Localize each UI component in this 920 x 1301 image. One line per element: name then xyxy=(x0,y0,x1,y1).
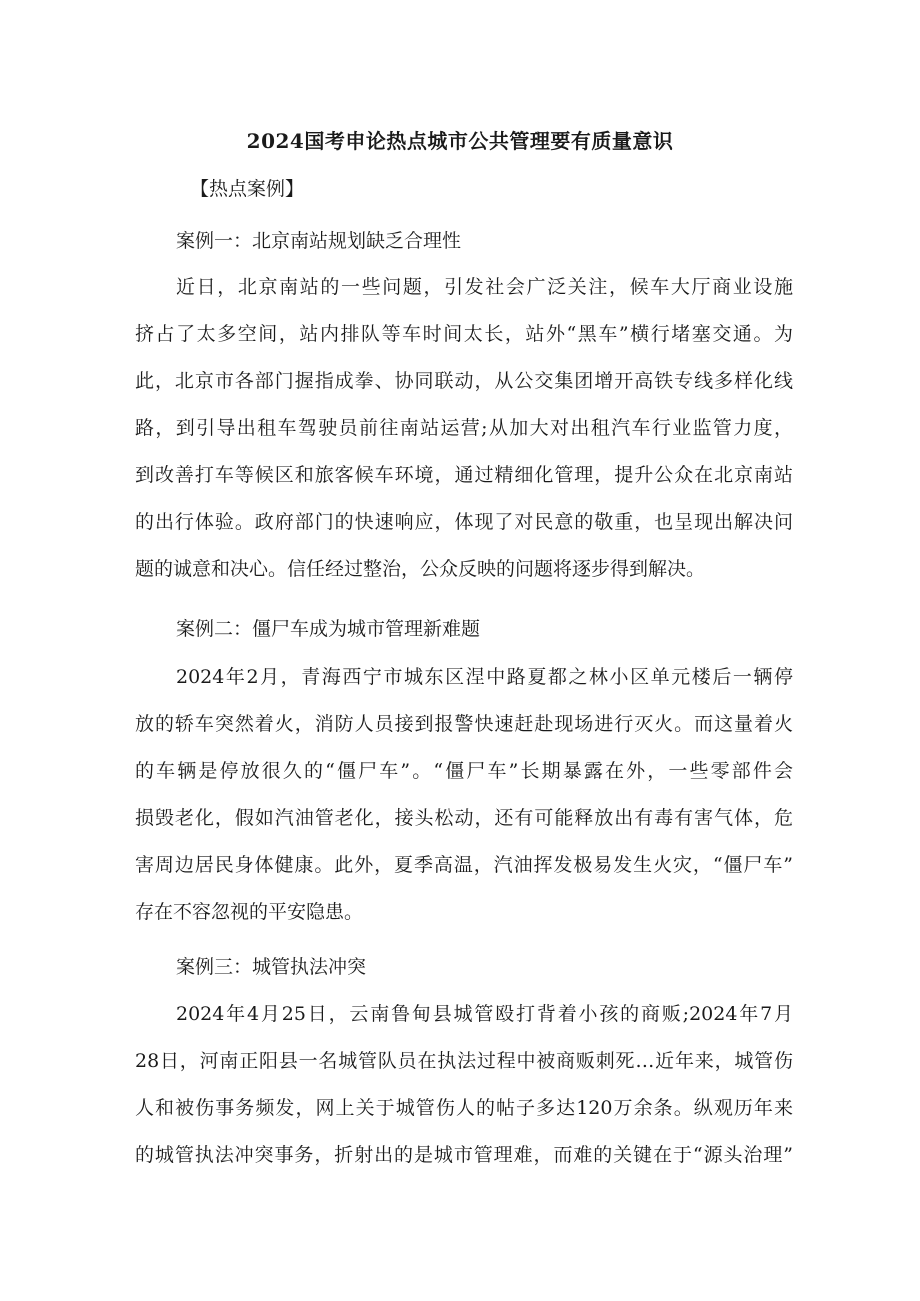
case-2-line-4: 损毁老化，假如汽油管老化，接头松动，还有可能释放出有毒有害气体，危 xyxy=(135,807,793,829)
case-2-line-3: 的车辆是停放很久的“僵尸车”。“僵尸车”长期暴露在外，一些零部件会 xyxy=(135,760,793,782)
case-3-heading: 案例三：城管执法冲突 xyxy=(176,956,367,978)
case-3-line-2: 28日，河南正阳县一名城管队员在执法过程中被商贩刺死…近年来，城管伤 xyxy=(135,1050,793,1072)
case-1-line-4: 路，到引导出租车驾驶员前往南站运营;从加大对出租汽车行业监管力度， xyxy=(135,417,793,439)
case-3-line-3: 人和被伤事务频发，网上关于城管伤人的帖子多达120万余条。纵观历年来 xyxy=(135,1097,793,1119)
case-3-line-1: 2024年4月25日，云南鲁甸县城管殴打背着小孩的商贩;2024年7月 xyxy=(176,1003,793,1025)
case-1-line-7: 题的诚意和决心。信任经过整治，公众反映的问题将逐步得到解决。 xyxy=(135,558,706,580)
case-2-line-6: 存在不容忽视的平安隐患。 xyxy=(135,901,364,923)
case-2-line-1: 2024年2月，青海西宁市城东区涅中路夏都之林小区单元楼后一辆停 xyxy=(176,666,793,688)
case-2-line-2: 放的轿车突然着火，消防人员接到报警快速赶赴现场进行灭火。而这量着火 xyxy=(135,713,793,735)
case-2-line-5: 害周边居民身体健康。此外，夏季高温，汽油挥发极易发生火灾，“僵尸车” xyxy=(135,854,793,876)
case-1-heading: 案例一：北京南站规划缺乏合理性 xyxy=(176,230,462,252)
case-1-line-6: 的出行体验。政府部门的快速响应，体现了对民意的敬重，也呈现出解决问 xyxy=(135,511,793,533)
case-1-line-1: 近日，北京南站的一些问题，引发社会广泛关注，候车大厅商业设施 xyxy=(176,276,793,298)
document-title: 2024国考申论热点城市公共管理要有质量意识 xyxy=(246,129,674,153)
case-1-line-2: 挤占了太多空间，站内排队等车时间太长，站外“黑车”横行堵塞交通。为 xyxy=(135,323,793,345)
case-3-line-4: 的城管执法冲突事务，折射出的是城市管理难，而难的关键在于“源头治理” xyxy=(135,1144,793,1166)
case-1-line-3: 此，北京市各部门握指成拳、协同联动，从公交集团增开高铁专线多样化线 xyxy=(135,370,793,392)
section-label: 【热点案例】 xyxy=(190,178,305,200)
case-2-heading: 案例二：僵尸车成为城市管理新难题 xyxy=(176,618,481,640)
case-1-line-5: 到改善打车等候区和旅客候车环境，通过精细化管理，提升公众在北京南站 xyxy=(135,464,793,486)
